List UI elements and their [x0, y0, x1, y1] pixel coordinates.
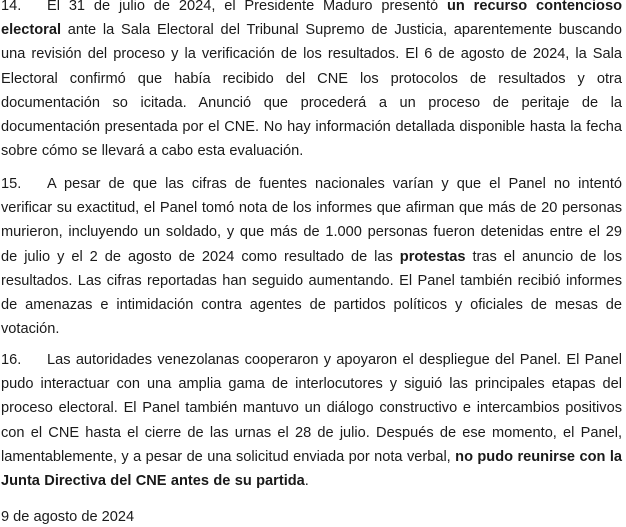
paragraph-text: . — [304, 473, 309, 490]
paragraph-number: 16. — [1, 352, 22, 368]
paragraph-14 — [1, 0, 622, 163]
document-date: 9 de agosto de 2024 — [1, 509, 135, 525]
paragraph-15 — [1, 172, 622, 341]
paragraph-bold-text: un recurso contencioso electoral — [1, 0, 623, 39]
paragraph-bold-text: protestas — [399, 248, 466, 265]
paragraph-text: A pesar de que las cifras de fuentes nacionales varían y que el Panel no intentó verificar su exactitud, el Panel tomó nota de los informes que afirman que más de 20 personas murieron, incluyendo un soldado, y que más de 1.000 personas fueron detenidas entre el 29 de julio y el 2 de agosto de 2024 como resultado de las — [1, 176, 622, 265]
paragraph-text: ante la Sala Electoral del Tribunal Supremo de Justicia, aparentemente buscando una revisión del proceso y la verificación de los resultados. El 6 de agosto de 2024, la Sala Electoral confirmó que había recibido del CNE los protocolos de resultados y otra documentación so icitada. Anunció que procederá a un proceso de peritaje de la documentación presentada por el CNE. No hay información detallada disponible hasta la fecha sobre cómo se llevará a cabo esta evaluación. — [1, 22, 622, 160]
paragraph-bold-text: no pudo reunirse con la Junta Directiva del CNE antes de su partida — [1, 448, 622, 490]
paragraph-16 — [1, 348, 622, 493]
paragraph-text: tras el anuncio de los resultados. Las cifras reportadas han seguido aumentando. El Panel también recibió informes de amenazas e intimidación contra agentes de partidos políticos y oficiales de mesas de votación. — [1, 248, 622, 338]
paragraph-number: 14. — [1, 0, 22, 14]
paragraph-text: Las autoridades venezolanas cooperaron y apoyaron el despliegue del Panel. El Panel pudo interactuar con una amplia gama de interlocutores y siguió las principales etapas del proceso electoral. El Panel también mantuvo un diálogo constructivo e intercambios positivos con el CNE hasta el cierre de las urnas el 28 de julio. Después de ese momento, el Panel, lamentablemente, y a pesar de una solicitud enviada por nota verbal, — [1, 352, 622, 465]
paragraph-number: 15. — [1, 176, 22, 192]
paragraph-text: El 31 de julio de 2024, el Presidente Maduro presentó — [47, 0, 447, 14]
